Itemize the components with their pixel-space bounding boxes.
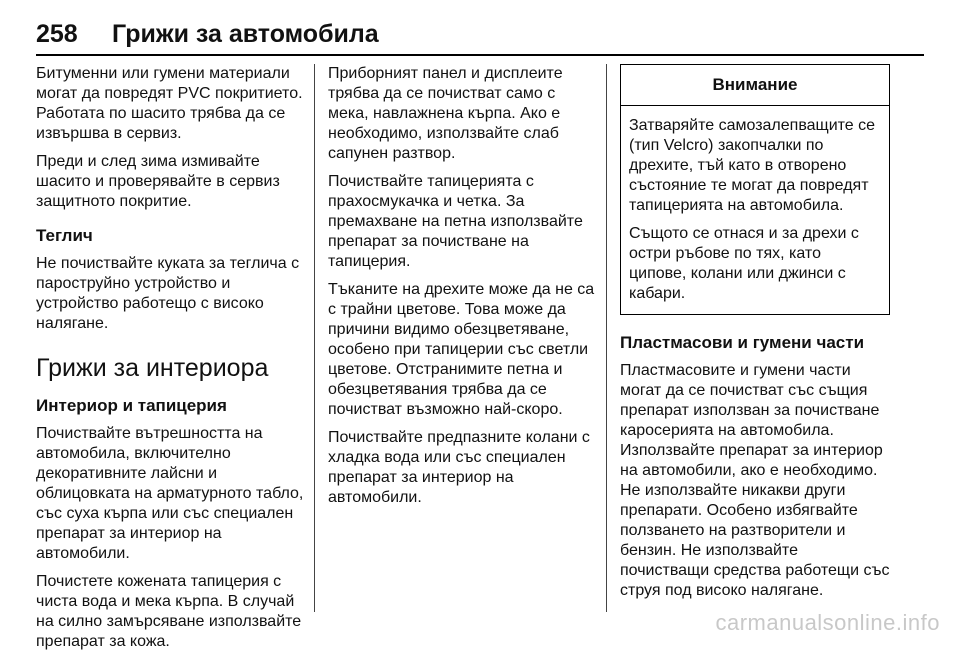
heading-tow-bar: Теглич (36, 226, 93, 245)
paragraph-interior-cleaning: Почиствайте вътрешността на автомобила, включително декоративните лайсни и облицовката на арматурното табло, със суха кърпа или със специален препарат за интериор на автомобили. (36, 425, 304, 562)
paragraph-instrument-panel: Приборният панел и дисплеите трябва да се почистват само с мека, навлажнена кърпа. Ако е необходимо, използвайте слаб сапунен разтвор. (328, 65, 563, 162)
column-middle (328, 64, 596, 516)
paragraph-upholstery-vacuum: Почиствайте тапицерията с прахосмукачка и четка. За премахване на петна използвайте препарат за почистване на тапицерия. (328, 173, 583, 270)
watermark: carmanualsonline.info (715, 610, 940, 635)
paragraph-chassis: Битуменни или гумени материали могат да повредят PVC покритието. Работата по шасито трябва да се извършва в сервиз. (36, 65, 303, 142)
page-number: 258 (36, 20, 78, 48)
column-divider-1 (314, 64, 315, 612)
heading-interior-care: Грижи за интериора (36, 354, 269, 382)
heading-interior-upholstery: Интериор и тапицерия (36, 396, 227, 415)
paragraph-fabric-colors: Тъканите на дрехите може да не са с трайни цветове. Това може да причини видимо обезцветяване, особено при тапицерии със светли цветове. Отстранимите петна и обезцветявания трябва да се почистват възможно най-скоро. (328, 281, 595, 418)
caution-box (620, 64, 890, 315)
caution-paragraph-velcro: Затваряйте самозалепващите се (тип Velcro) закопчалки по дрехите, тъй като в отворено състояние те могат да повредят тапицерията на автомобила. (629, 117, 876, 214)
paragraph-plastic-rubber: Пластмасовите и гумени части могат да се почистват със същия препарат използван за почистване каросерията на автомобила. Използвайте препарат за интериор на автомобили, ако е необходимо. Не използвайте никакви други препарати. Особено избягвайте ползването на разтворители и бензин. Не използвайте почистващи средства работещи със струя под високо налягане. (620, 362, 890, 599)
paragraph-seat-belts: Почиствайте предпазните колани с хладка вода или със специален препарат за интериор на автомобили. (328, 429, 590, 506)
column-left (36, 64, 306, 660)
paragraph-leather: Почистете кожената тапицерия с чиста вода и мека кърпа. В случай на силно замърсяване използвайте препарат за кожа. (36, 573, 302, 650)
page-header (36, 12, 924, 56)
paragraph-winter: Преди и след зима измивайте шасито и проверявайте в сервиз защитното покритие. (36, 153, 280, 210)
heading-plastic-rubber: Пластмасови и гумени части (620, 333, 865, 352)
header-rule (36, 54, 924, 56)
caution-title: Внимание (621, 65, 889, 106)
paragraph-tow-bar: Не почиствайте куката за теглича с пароструйно устройство и устройство работещо с високо налягане. (36, 255, 300, 332)
column-divider-2 (606, 64, 607, 612)
page-title: Грижи за автомобила (112, 20, 379, 48)
column-right (620, 64, 890, 609)
caution-paragraph-sharp-edges: Същото се отнася и за дрехи с остри ръбове по тях, като ципове, колани или джинси с кабари. (629, 225, 859, 302)
caution-body (621, 106, 889, 314)
